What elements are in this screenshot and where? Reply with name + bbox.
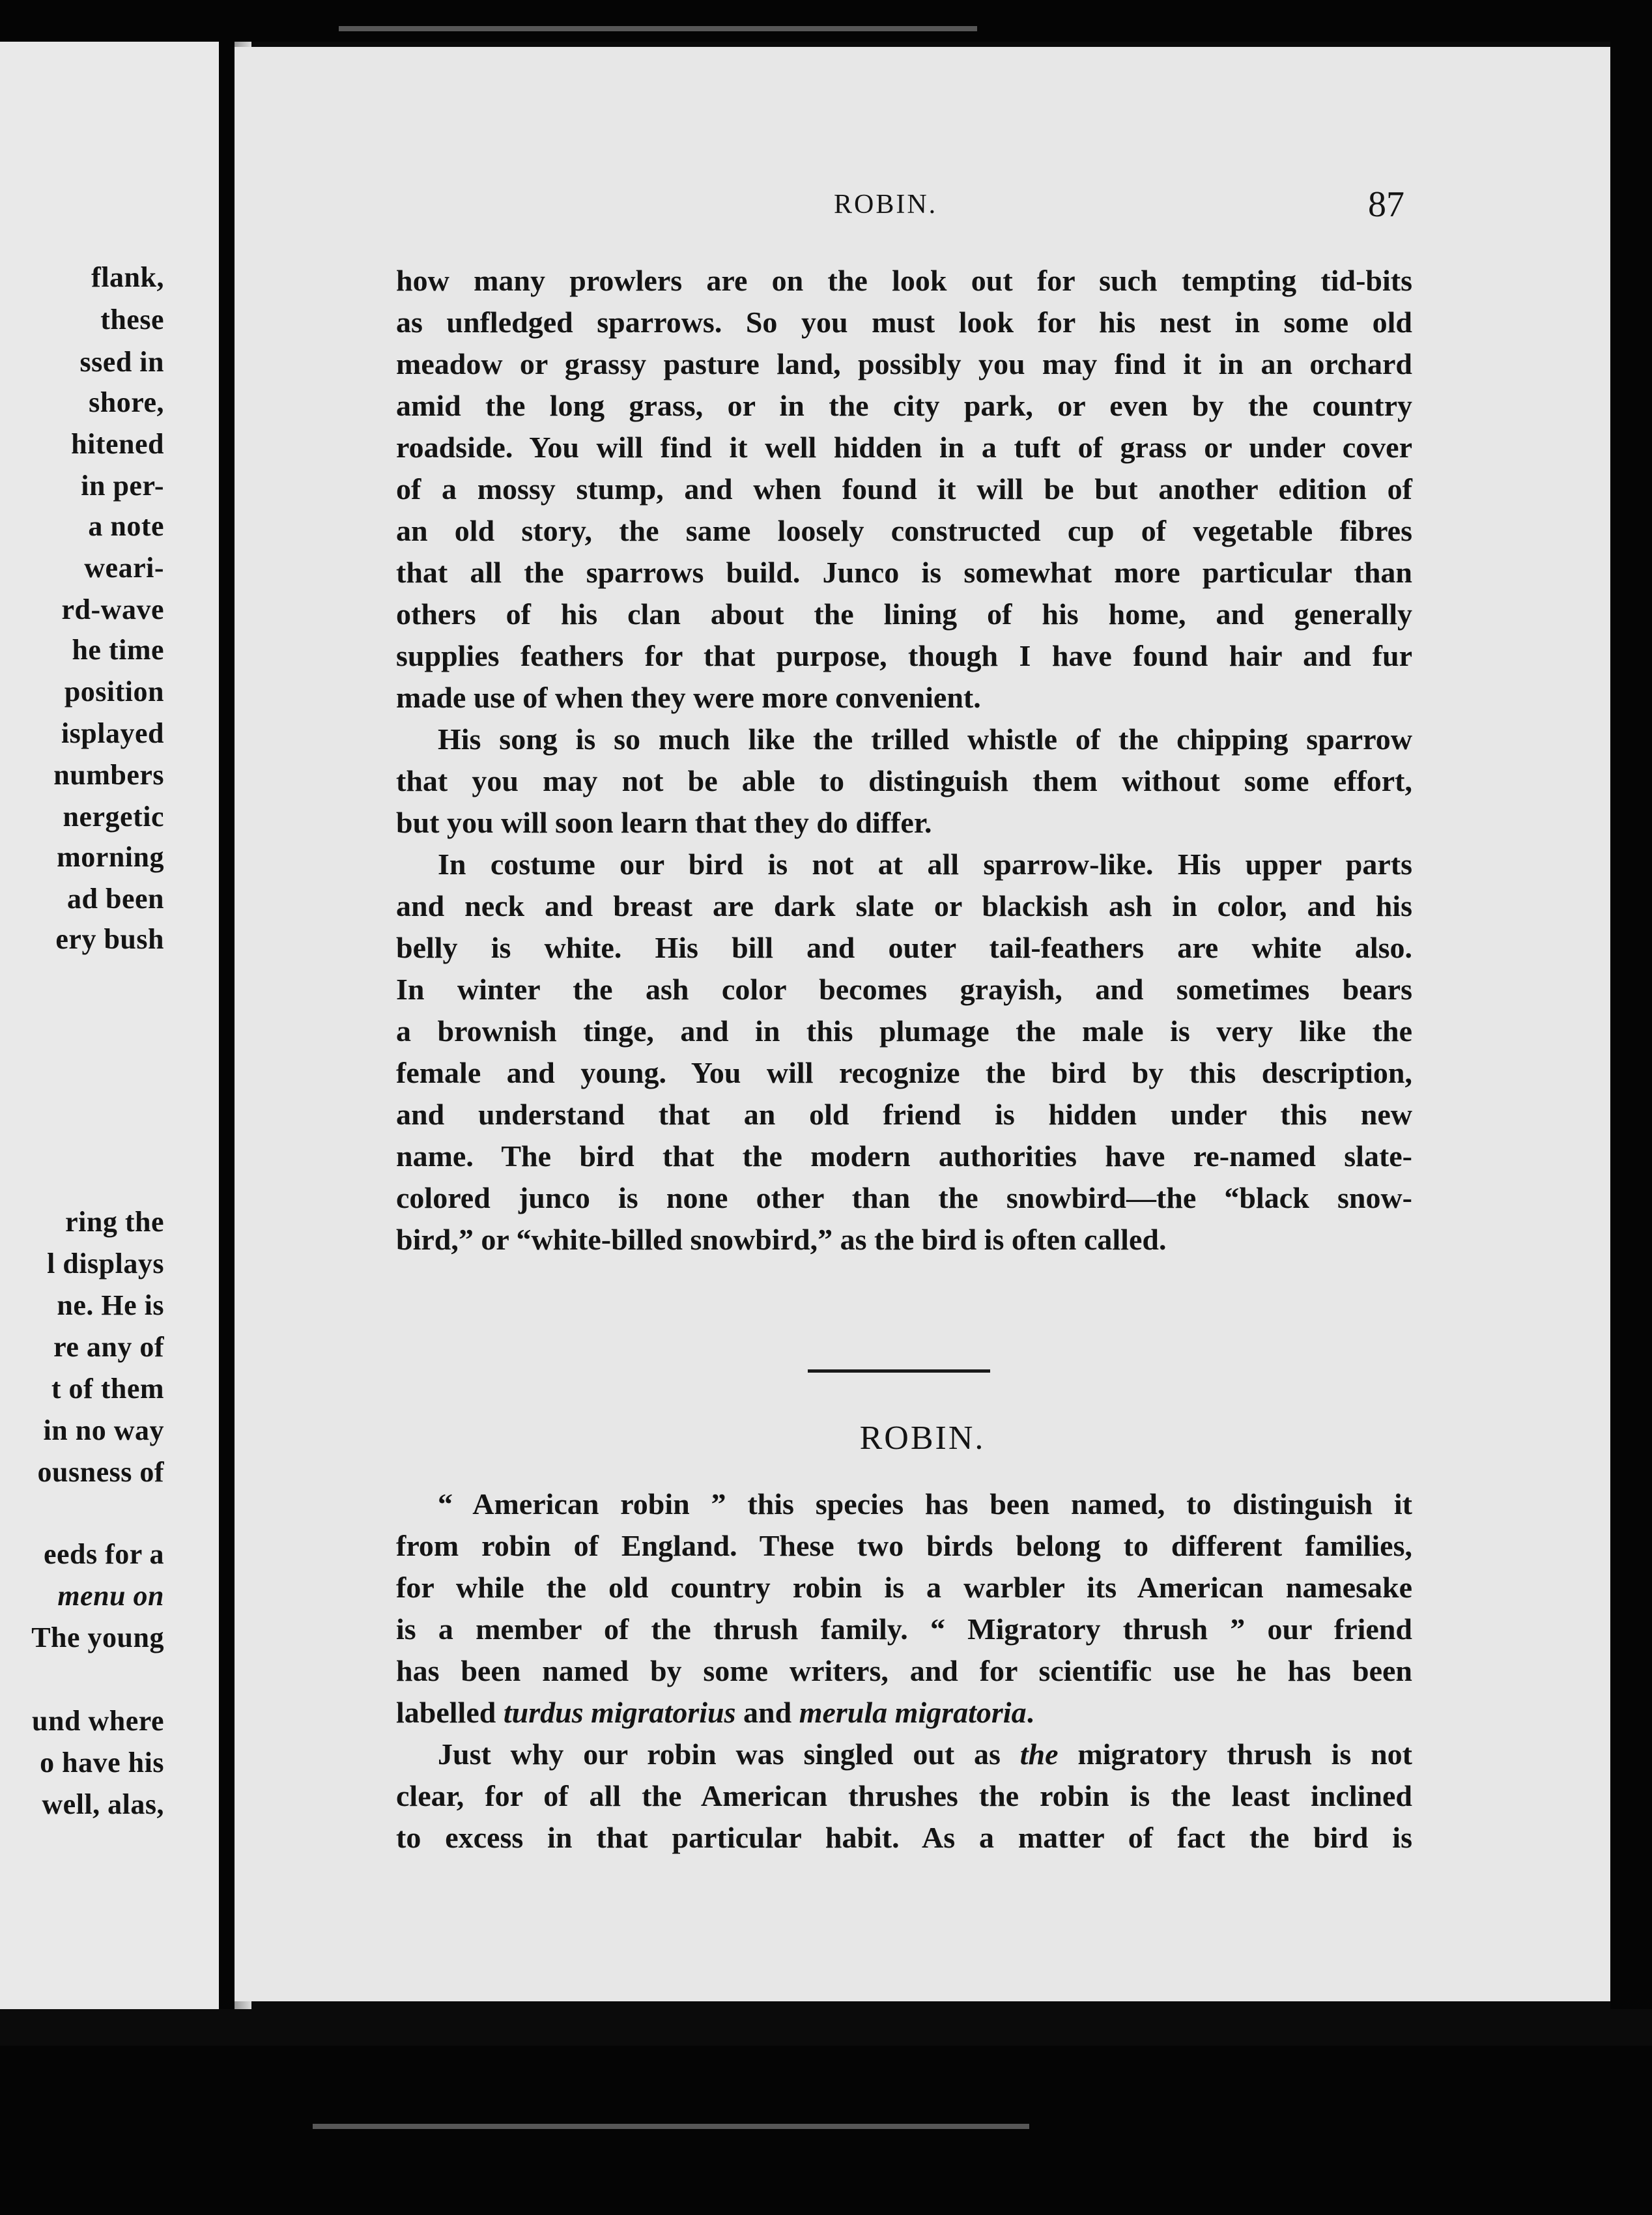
scan-edge-rule bbox=[339, 26, 977, 31]
left-page-line: morning bbox=[57, 841, 164, 873]
left-page-line: menu on bbox=[57, 1580, 164, 1612]
section-divider-rule bbox=[808, 1369, 990, 1373]
section-heading: ROBIN. bbox=[859, 1420, 986, 1457]
text-line: supplies feathers for that purpose, though I have found hair and fur bbox=[396, 639, 1412, 672]
text-line: meadow or grassy pasture land, possibly you may find it in an orchard bbox=[396, 347, 1412, 380]
scan-edge-rule bbox=[313, 2124, 1029, 2129]
text-line: for while the old country robin is a warbler its American namesake bbox=[396, 1571, 1412, 1604]
text-line: that all the sparrows build. Junco is somewhat more particular than bbox=[396, 556, 1412, 589]
text-line: bird,” or “white-billed snowbird,” as the bird is often called. bbox=[396, 1223, 1167, 1256]
text-line: belly is white. His bill and outer tail-feathers are white also. bbox=[396, 931, 1412, 964]
text-line: female and young. You will recognize the bird by this description, bbox=[396, 1056, 1412, 1089]
italic-species-name: turdus migratorius bbox=[503, 1696, 736, 1729]
text-line: but you will soon learn that they do differ. bbox=[396, 806, 932, 839]
text-line-with-italics bbox=[396, 1694, 1412, 1732]
text-line: made use of when they were more convenient. bbox=[396, 681, 981, 714]
left-page-line: t of them bbox=[51, 1373, 164, 1405]
book-gutter bbox=[219, 42, 235, 2009]
text-line: that you may not be able to distinguish them without some effort, bbox=[396, 764, 1412, 797]
text-line: has been named by some writers, and for scientific use he has been bbox=[396, 1654, 1412, 1687]
left-page-line: a note bbox=[88, 510, 164, 542]
left-page-line: rd-wave bbox=[61, 593, 164, 625]
text-line: from robin of England. These two birds belong to different families, bbox=[396, 1529, 1412, 1562]
running-head bbox=[235, 184, 1610, 228]
left-page-line: well, alas, bbox=[42, 1788, 164, 1820]
text-line: and understand that an old friend is hidden under this new bbox=[396, 1098, 1412, 1131]
left-page-line: ad been bbox=[67, 883, 164, 915]
text-line: In winter the ash color becomes grayish, and sometimes bears bbox=[396, 973, 1412, 1006]
text-line: name. The bird that the modern authorities have re-named slate- bbox=[396, 1139, 1412, 1173]
text-line: In costume our bird is not at all sparrow-like. His upper parts bbox=[438, 848, 1412, 881]
text-line: an old story, the same loosely constructed cup of vegetable fibres bbox=[396, 514, 1412, 547]
left-page-line: these bbox=[100, 304, 164, 336]
text-line: “ American robin ” this species has been named, to distinguish it bbox=[438, 1487, 1412, 1521]
text-line: His song is so much like the trilled whistle of the chipping sparrow bbox=[438, 722, 1412, 756]
text-line: clear, for of all the American thrushes the robin is the least inclined bbox=[396, 1779, 1412, 1812]
book-page bbox=[235, 47, 1610, 2001]
line-text: and bbox=[735, 1696, 799, 1729]
left-page-line: nergetic bbox=[63, 801, 164, 833]
left-page-line: The young bbox=[31, 1622, 164, 1653]
left-page-line: in per- bbox=[81, 470, 164, 502]
left-page-line: numbers bbox=[53, 759, 164, 791]
left-page-line: flank, bbox=[91, 261, 164, 293]
scan-bottom-edge bbox=[0, 2046, 1652, 2215]
scan-top-edge bbox=[0, 0, 1652, 42]
text-line: roadside. You will find it well hidden in a tuft of grass or under cover bbox=[396, 431, 1412, 464]
left-page-line: l displays bbox=[47, 1248, 164, 1279]
left-page-line: ring the bbox=[65, 1206, 164, 1238]
left-page-line: he time bbox=[72, 634, 164, 666]
text-line: a brownish tinge, and in this plumage the male is very like the bbox=[396, 1014, 1412, 1048]
left-page-line: isplayed bbox=[61, 717, 164, 749]
left-page-line: ery bush bbox=[55, 923, 164, 955]
line-text: migratory thrush is not bbox=[1058, 1737, 1412, 1771]
running-head-title: ROBIN. bbox=[834, 190, 938, 220]
left-page-line: eeds for a bbox=[43, 1538, 164, 1570]
text-line: amid the long grass, or in the city park, or even by the country bbox=[396, 389, 1412, 422]
italic-species-name: merula migratoria bbox=[799, 1696, 1027, 1729]
left-page-line: o have his bbox=[40, 1747, 164, 1779]
scan-right-edge bbox=[1610, 42, 1652, 2009]
left-page-line: und where bbox=[32, 1705, 164, 1737]
left-page-line: ssed in bbox=[79, 346, 164, 378]
text-line: to excess in that particular habit. As a matter of fact the bird is bbox=[396, 1821, 1412, 1854]
line-text: Just why our robin was singled out as bbox=[438, 1737, 1020, 1771]
text-line: of a mossy stump, and when found it will be but another edition of bbox=[396, 472, 1412, 506]
line-text: labelled bbox=[396, 1696, 504, 1729]
line-text: . bbox=[1026, 1696, 1034, 1729]
left-page-line: position bbox=[64, 676, 164, 707]
text-line: others of his clan about the lining of his home, and generally bbox=[396, 597, 1412, 631]
left-page-line: hitened bbox=[71, 428, 164, 460]
previous-page-fragment bbox=[0, 42, 219, 2009]
text-line: as unfledged sparrows. So you must look for his nest in some old bbox=[396, 306, 1412, 339]
text-line-with-italics bbox=[438, 1736, 1412, 1773]
left-page-line: re any of bbox=[53, 1331, 164, 1363]
left-page-line: ousness of bbox=[37, 1456, 164, 1488]
left-page-line: ne. He is bbox=[57, 1289, 164, 1321]
text-line: is a member of the thrush family. “ Migratory thrush ” our friend bbox=[396, 1612, 1412, 1646]
left-page-line: weari- bbox=[84, 552, 164, 584]
page-number: 87 bbox=[1368, 184, 1404, 225]
left-page-line: in no way bbox=[43, 1414, 164, 1446]
text-line: how many prowlers are on the look out for such tempting tid-bits bbox=[396, 264, 1412, 297]
left-page-line: shore, bbox=[89, 386, 164, 418]
text-line: and neck and breast are dark slate or blackish ash in color, and his bbox=[396, 889, 1412, 922]
italic-emphasis: the bbox=[1019, 1737, 1059, 1771]
text-line: colored junco is none other than the snowbird—the “black snow- bbox=[396, 1181, 1412, 1214]
